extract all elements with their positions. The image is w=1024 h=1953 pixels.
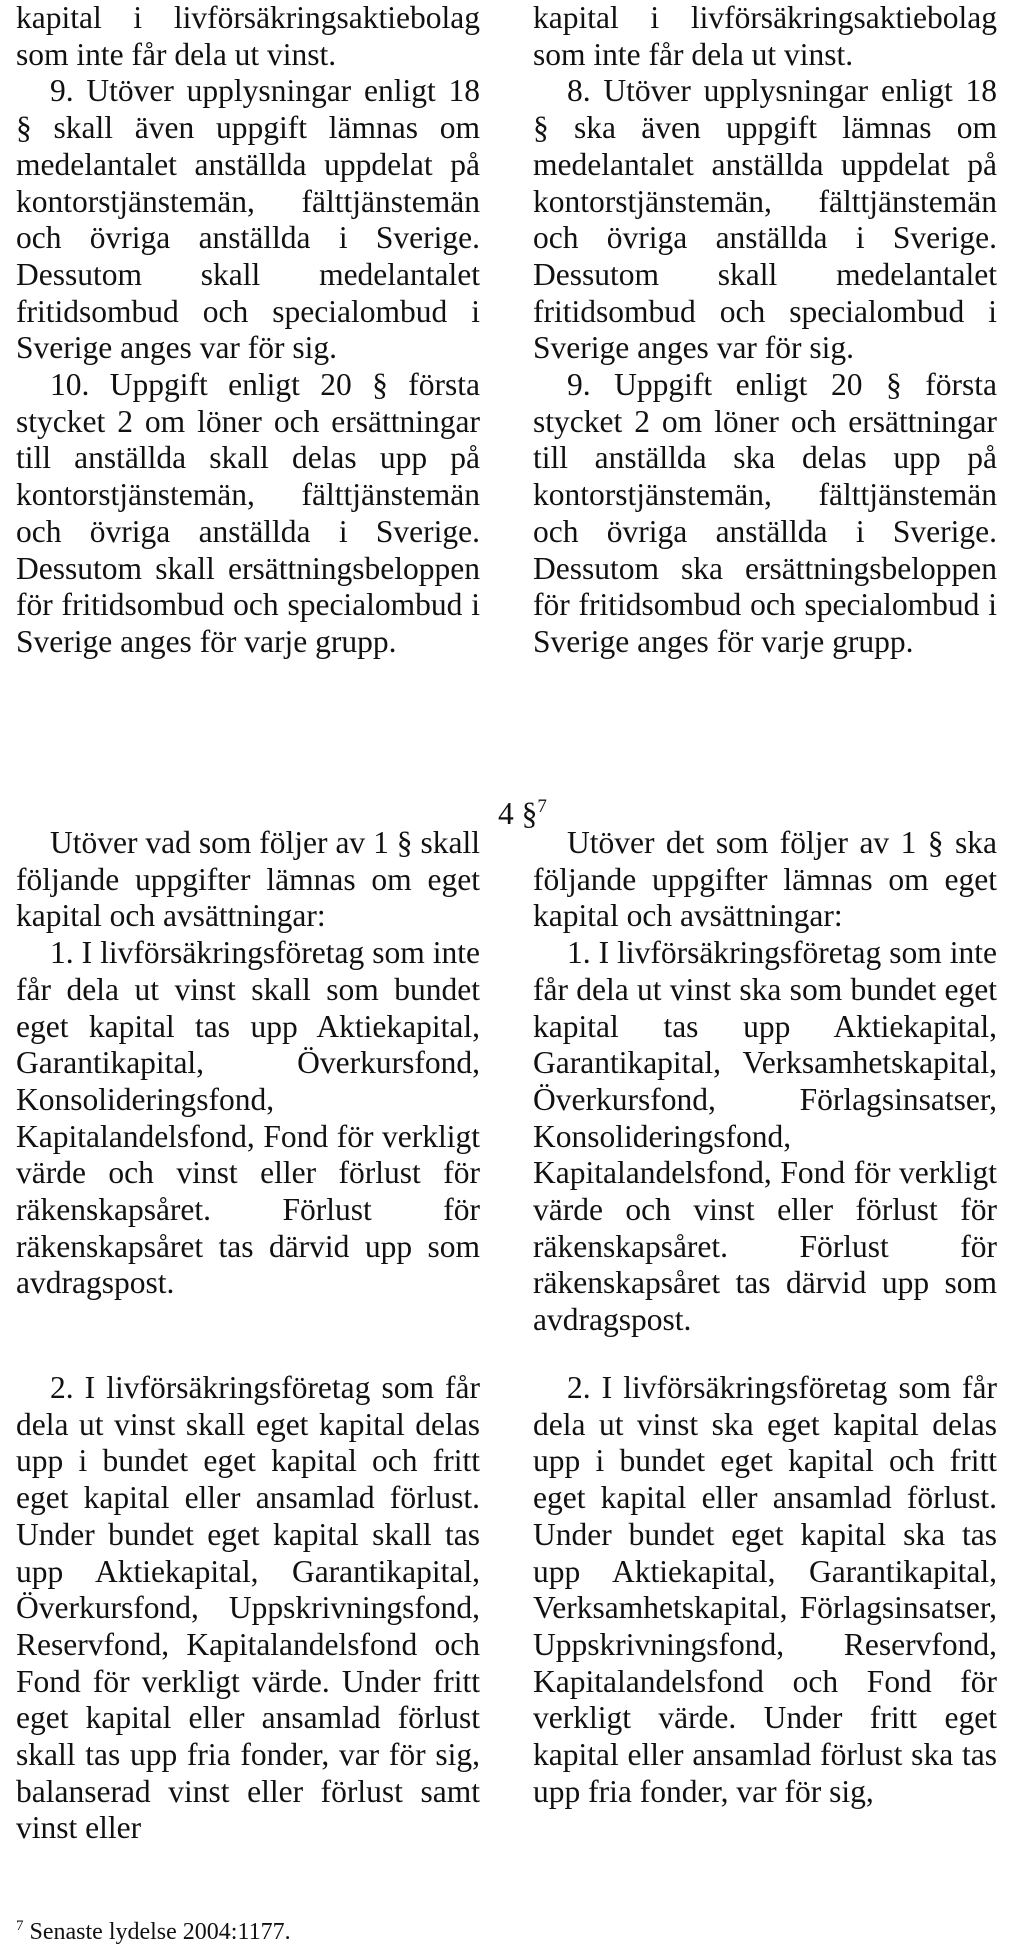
section-footnote-ref: 7 [537,796,547,817]
left-item-2: 2. I livförsäkringsföretag som får dela ut vinst skall eget kapital delas upp i bundet eget kapital och fritt eget kapital eller ansamlad förlust. Under bundet eget kapital skall tas upp Aktiekapital, Garantikapital, Överkursfond, Uppskrivningsfond, Reservfond, Kapitalandelsfond och Fond för verkligt värde. Under fritt eget kapital eller ansamlad förlust skall tas upp fria fonder, var för sig, balanserad vinst eller förlust samt vinst eller [16,1370,480,1846]
right-column-middle [533,825,997,1339]
left-column-top [16,0,480,661]
footnote-number: 7 [16,1918,24,1934]
right-item-1: 1. I livförsäkringsföretag som inte får dela ut vinst ska som bundet eget kapital tas upp Aktiekapital, Garantikapital, Verksamhetskapital, Överkursfond, Förlagsinsatser, Konsolideringsfond, Kapitalandelsfond, Fond för verkligt värde och vinst eller förlust för räkenskapsåret. Förlust för räkenskapsåret tas därvid upp som avdragspost. [533,935,997,1338]
section-number: 4 § [498,796,538,831]
left-column-lower [16,1370,480,1847]
right-paragraph-0: kapital i livförsäkringsaktiebolag som inte får dela ut vinst. [533,0,997,72]
footnote-text: Senaste lydelse 2004:1177. [29,1919,291,1945]
right-item-2: 2. I livförsäkringsföretag som får dela ut vinst ska eget kapital delas upp i bundet eget kapital och fritt eget kapital eller ansamlad förlust. Under bundet eget kapital ska tas upp Aktiekapital, Garantikapital, Verksamhetskapital, Förlagsinsatser, Uppskrivningsfond, Reservfond, Kapitalandelsfond och Fond för verkligt värde. Under fritt eget kapital eller ansamlad förlust ska tas upp fria fonder, var för sig, [533,1370,997,1809]
left-paragraph-0: kapital i livförsäkringsaktiebolag som inte får dela ut vinst. [16,0,480,72]
left-paragraph-1: 9. Utöver upplysningar enligt 18 § skall även uppgift lämnas om medelantalet anställda uppdelat på kontorstjänstemän, fälttjänstemän och övriga anställda i Sverige. Dessutom skall medelantalet fritidsombud och specialombud i Sverige anges var för sig. [16,73,480,366]
left-item-1: 1. I livförsäkringsföretag som inte får dela ut vinst skall som bundet eget kapital tas upp Aktiekapital, Garantikapital, Överkursfond, Konsolideringsfond, Kapitalandelsfond, Fond för verkligt värde och vinst eller förlust för räkenskapsåret. Förlust för räkenskapsåret tas därvid upp som avdragspost. [16,935,480,1301]
right-column-top [533,0,997,661]
right-paragraph-2: 9. Uppgift enligt 20 § första stycket 2 om löner och ersättningar till anställda ska delas upp på kontorstjänstemän, fälttjänstemän och övriga anställda i Sverige. Dessutom ska ersättningsbeloppen för fritidsombud och specialombud i Sverige anges för varje grupp. [533,367,997,659]
right-column-lower [533,1370,997,1810]
left-paragraph-2: 10. Uppgift enligt 20 § första stycket 2 om löner och ersättningar till anställda skall delas upp på kontorstjänstemän, fälttjänstemän och övriga anställda i Sverige. Dessutom skall ersättningsbeloppen för fritidsombud och specialombud i Sverige anges för varje grupp. [16,367,480,659]
footnote [16,1911,291,1947]
right-intro-paragraph: Utöver det som följer av 1 § ska följande uppgifter lämnas om eget kapital och avsättningar: [533,825,997,934]
right-paragraph-1: 8. Utöver upplysningar enligt 18 § ska även uppgift lämnas om medelantalet anställda uppdelat på kontorstjänstemän, fälttjänstemän och övriga anställda i Sverige. Dessutom skall medelantalet fritidsombud och specialombud i Sverige anges var för sig. [533,73,997,366]
left-intro-paragraph: Utöver vad som följer av 1 § skall följande uppgifter lämnas om eget kapital och avsättningar: [16,825,480,934]
left-column-middle [16,825,480,1302]
